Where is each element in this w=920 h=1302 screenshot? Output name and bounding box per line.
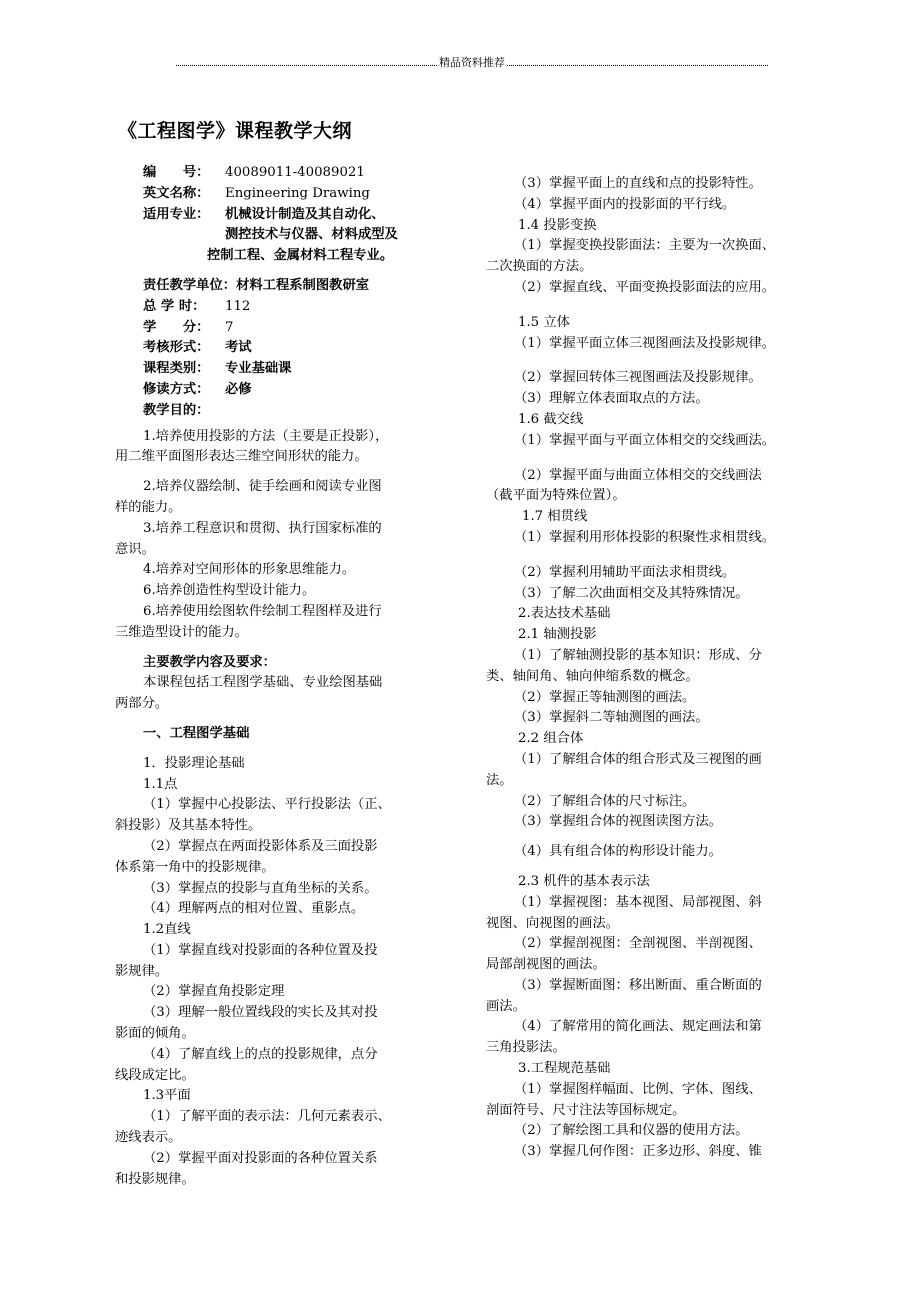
header-text: 精品资料推荐 — [439, 56, 505, 69]
unit-label: 责任教学单位： — [143, 277, 237, 293]
item-cont: 影规律。 — [115, 963, 169, 979]
item: （3）掌握斜二等轴测图的画法。 — [514, 710, 709, 726]
goal-item-cont: 用二维平面图形表达三维空间形状的能力。 — [115, 449, 368, 465]
item-cont: 和投影规律。 — [115, 1171, 195, 1187]
major-label: 适用专业： — [143, 206, 210, 222]
goal-item: 3.培养工程意识和贯彻、执行国家标准的 — [143, 520, 382, 536]
item-cont: 影面的倾角。 — [115, 1026, 195, 1042]
item: （1）掌握中心投影法、平行投影法（正、 — [143, 797, 391, 813]
exam-label: 考核形式： — [143, 340, 210, 356]
item: （2）掌握直线、平面变换投影面法的应用。 — [514, 279, 776, 295]
item: （3）理解一般位置线段的实长及其对投 — [143, 1005, 378, 1021]
unit-value: 材料工程系制图教研室 — [236, 277, 370, 293]
item-cont: 类、轴间角、轴向伸缩系数的概念。 — [486, 668, 699, 684]
item-cont: 线段成定比。 — [115, 1067, 195, 1083]
goal-label: 教学目的： — [143, 402, 210, 418]
item: （3）掌握组合体的视图读图方法。 — [514, 814, 722, 830]
hours-value: 112 — [225, 298, 251, 314]
item: （3）掌握点的投影与直角坐标的关系。 — [143, 880, 378, 896]
item-cont: 视图、向视图的画法。 — [486, 915, 619, 931]
right-column — [486, 174, 836, 1163]
item: （2）了解组合体的尺寸标注。 — [514, 793, 696, 809]
header-dots-left — [176, 65, 437, 66]
item: （1）了解组合体的组合形式及三视图的画 — [514, 751, 762, 767]
hours-label: 总 学 时： — [143, 298, 206, 314]
content-intro-cont: 两部分。 — [115, 696, 169, 712]
item: （3）理解立体表面取点的方法。 — [514, 391, 709, 407]
item: （2）掌握利用辅助平面法求相贯线。 — [514, 564, 736, 580]
item: （3）掌握平面上的直线和点的投影特性。 — [514, 176, 762, 191]
item: （4）具有组合体的构形设计能力。 — [514, 844, 722, 860]
item-cont: 斜投影）及其基本特性。 — [115, 818, 262, 834]
page-header — [176, 53, 768, 71]
item: （3）了解二次曲面相交及其特殊情况。 — [514, 585, 749, 601]
subsection-heading: 1.6 截交线 — [518, 411, 584, 427]
exam-value: 考试 — [225, 340, 252, 356]
item: （2）掌握剖视图：全剖视图、半剖视图、 — [514, 936, 762, 952]
item: （1）掌握视图：基本视图、局部视图、斜 — [514, 894, 762, 910]
major-value-cont: 测控技术与仪器、材料成型及 — [225, 227, 398, 243]
section-heading: 1．投影理论基础 — [143, 755, 245, 771]
subsection-heading: 1.5 立体 — [518, 314, 570, 330]
item: （4）掌握平面内的投影面的平行线。 — [514, 196, 736, 212]
meta-block — [115, 163, 437, 422]
goal-item: 2.培养仪器绘制、徒手绘画和阅读专业图 — [143, 479, 382, 495]
item: （2）掌握回转体三视图画法及投影规律。 — [514, 370, 762, 386]
item: （2）掌握平面对投影面的各种位置关系 — [143, 1150, 378, 1166]
item: （1）掌握利用形体投影的积聚性求相贯线。 — [514, 529, 776, 545]
item: （4）了解常用的简化画法、规定画法和第 — [514, 1019, 762, 1035]
goal-item: 4.培养对空间形体的形象思维能力。 — [143, 562, 356, 578]
major-value-cont: 控制工程、金属材料工程专业。 — [207, 248, 394, 264]
item-cont: 局部剖视图的画法。 — [486, 957, 606, 973]
item-cont: 画法。 — [486, 998, 526, 1014]
item: （1）掌握平面与平面立体相交的交线画法。 — [514, 432, 776, 448]
left-column — [115, 163, 437, 1190]
item-cont: 体系第一角中的投影规律。 — [115, 859, 275, 875]
category-label: 课程类别： — [143, 361, 210, 377]
category-value: 专业基础课 — [225, 361, 292, 377]
goal-item: 6.培养使用绘图软件绘制工程图样及进行 — [143, 603, 382, 619]
subsection-heading: 2.1 轴测投影 — [518, 627, 597, 643]
item: （2）掌握平面与曲面立体相交的交线画法 — [514, 467, 762, 483]
item: （1）掌握直线对投影面的各种位置及投 — [143, 942, 378, 958]
goal-item-cont: 三维造型设计的能力。 — [115, 624, 248, 640]
code-value: 40089011-40089021 — [225, 165, 365, 180]
part1-heading: 一、工程图学基础 — [143, 725, 250, 741]
major-value: 机械设计制造及其自动化、 — [225, 206, 385, 222]
header-dots-right — [507, 65, 768, 66]
en-name-value: Engineering Drawing — [225, 185, 370, 201]
goal-item: 6.培养创造性构型设计能力。 — [143, 583, 316, 599]
subsection-heading: 1.7 相贯线 — [522, 509, 588, 525]
item-cont: 法。 — [486, 772, 513, 788]
mode-label: 修读方式： — [143, 381, 210, 397]
item: （3）掌握几何作图：正多边形、斜度、锥 — [514, 1144, 762, 1160]
document-title: 《工程图学》课程教学大纲 — [118, 120, 353, 142]
item-cont: 剖面符号、尺寸注法等国标规定。 — [486, 1102, 686, 1118]
credits-value: 7 — [225, 319, 234, 335]
content-heading: 主要教学内容及要求： — [143, 654, 276, 670]
subsection-heading: 1.3平面 — [143, 1088, 191, 1104]
subsection-heading: 1.4 投影变换 — [518, 217, 597, 233]
item: （3）掌握断面图：移出断面、重合断面的 — [514, 977, 762, 993]
content-intro: 本课程包括工程图学基础、专业绘图基础 — [143, 675, 383, 691]
item: （1）掌握变换投影面法：主要为一次换面、 — [514, 238, 776, 254]
item: （4）了解直线上的点的投影规律，点分 — [143, 1046, 378, 1062]
item-cont: 迹线表示。 — [115, 1130, 182, 1146]
item: （1）掌握图样幅面、比例、字体、图线、 — [514, 1081, 762, 1097]
subsection-heading: 1.2直线 — [143, 922, 191, 938]
code-label: 编 号： — [143, 165, 210, 180]
item-cont: （截平面为特殊位置）。 — [486, 488, 626, 504]
credits-label: 学 分： — [143, 319, 210, 335]
section-heading: 2.表达技术基础 — [518, 606, 611, 622]
item-cont: 二次换面的方法。 — [486, 259, 593, 275]
mode-value: 必修 — [225, 381, 252, 397]
en-name-label: 英文名称： — [143, 185, 210, 201]
goal-item: 1.培养使用投影的方法（主要是正投影）， — [143, 428, 389, 444]
item: （1）了解平面的表示法：几何元素表示、 — [143, 1109, 391, 1125]
goal-item-cont: 样的能力。 — [115, 499, 182, 515]
subsection-heading: 1.1点 — [143, 776, 178, 792]
item: （2）掌握点在两面投影体系及三面投影 — [143, 838, 378, 854]
item: （2）掌握直角投影定理 — [143, 984, 285, 1000]
goal-item-cont: 意识。 — [115, 541, 155, 557]
item: （2）掌握正等轴测图的画法。 — [514, 689, 696, 705]
subsection-heading: 2.3 机件的基本表示法 — [518, 873, 650, 889]
item-cont: 三角投影法。 — [486, 1040, 566, 1056]
item: （2）了解绘图工具和仪器的使用方法。 — [514, 1123, 749, 1139]
section-heading: 3.工程规范基础 — [518, 1061, 611, 1077]
item: （4）理解两点的相对位置、重影点。 — [143, 901, 365, 917]
item: （1）了解轴测投影的基本知识：形成、分 — [514, 647, 762, 663]
subsection-heading: 2.2 组合体 — [518, 731, 584, 747]
item: （1）掌握平面立体三视图画法及投影规律。 — [514, 335, 776, 351]
